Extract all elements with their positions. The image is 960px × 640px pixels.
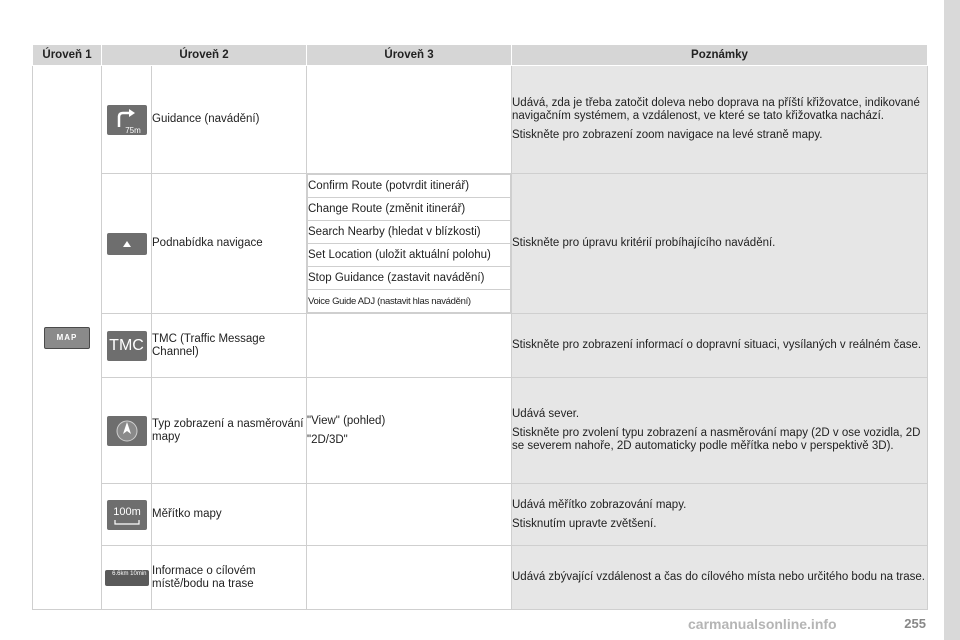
submenu-item-change-route[interactable]: Change Route (změnit itinerář): [308, 198, 511, 221]
level3-option-view[interactable]: "View" (pohled): [307, 414, 386, 427]
note-text: Stisknutím upravte zvětšení.: [512, 517, 657, 530]
note-text: Stiskněte pro zobrazení informací o dopravní situaci, vysílaných v reálném čase.: [512, 339, 922, 351]
note-text: Udává měřítko zobrazování mapy.: [512, 498, 687, 511]
level3-option-2d3d[interactable]: "2D/3D": [307, 433, 348, 446]
level2-label: Informace o cílovém místě/bodu na trase: [152, 546, 307, 610]
level2-label: Typ zobrazení a nasměrování mapy: [152, 378, 307, 484]
up-arrow-icon[interactable]: [107, 233, 147, 255]
level3-empty: [307, 66, 512, 174]
level3-empty: [307, 484, 512, 546]
table-row: [33, 378, 928, 484]
page-edge-strip: [944, 0, 960, 640]
level3-empty: [307, 314, 512, 378]
turn-arrow-icon[interactable]: [107, 105, 147, 135]
turn-distance-label: 75m: [124, 125, 141, 135]
notes-cell: [512, 546, 928, 610]
menu-table: [32, 44, 928, 610]
note-text: Stiskněte pro úpravu kritérií probíhajícího navádění.: [512, 237, 776, 249]
header-notes: Poznámky: [512, 45, 928, 66]
submenu-item-stop-guidance[interactable]: Stop Guidance (zastavit navádění): [308, 267, 511, 290]
level2-label: Podnabídka navigace: [152, 174, 307, 314]
tmc-icon[interactable]: [107, 331, 147, 361]
level2-label: TMC (Traffic Message Channel): [152, 314, 307, 378]
scale-icon[interactable]: [107, 500, 147, 530]
header-level3: Úroveň 3: [307, 45, 512, 66]
level3-submenu: [307, 174, 512, 314]
table-header-row: [33, 45, 928, 66]
note-text: Stiskněte pro zobrazení zoom navigace na levé straně mapy.: [512, 129, 823, 141]
note-text: Stiskněte pro zvolení typu zobrazení a nasměrování mapy (2D v ose vozidla, 2D se severem nahoře, 2D automaticky podle měřítka nebo v perspektivě 3D).: [512, 427, 921, 452]
destination-info-label: 6.6km 10min: [112, 570, 147, 577]
submenu-item-set-location[interactable]: Set Location (uložit aktuální polohu): [308, 244, 511, 267]
level2-label: Guidance (navádění): [152, 66, 307, 174]
submenu-item-voice-guide[interactable]: Voice Guide ADJ (nastavit hlas navádění): [308, 290, 511, 313]
page-number: 255: [904, 616, 926, 631]
table-row: [33, 314, 928, 378]
level3-empty: [307, 546, 512, 610]
note-text: Udává zbývající vzdálenost a čas do cílového místa nebo určitého bodu na trase.: [512, 571, 925, 583]
level2-label: Měřítko mapy: [152, 484, 307, 546]
compass-icon[interactable]: [107, 416, 147, 446]
submenu-item-search-nearby[interactable]: Search Nearby (hledat v blízkosti): [308, 221, 511, 244]
table-row: [33, 66, 928, 174]
table-row: [33, 174, 928, 314]
submenu-item-confirm-route[interactable]: Confirm Route (potvrdit itinerář): [308, 175, 511, 198]
note-text: Udává, zda je třeba zatočit doleva nebo doprava na příští křižovatce, indikované navigačním systémem, a vzdálenost, ve které se tato křižovatka nachází.: [512, 97, 920, 122]
table-row: [33, 484, 928, 546]
notes-cell: [512, 484, 928, 546]
notes-cell: [512, 66, 928, 174]
level3-options: [307, 378, 512, 484]
destination-info-icon[interactable]: [105, 570, 149, 586]
header-level2: Úroveň 2: [102, 45, 307, 66]
tmc-icon-label: TMC: [109, 336, 144, 354]
level1-cell: [33, 66, 102, 610]
map-icon[interactable]: MAP: [44, 327, 90, 349]
table-row: [33, 546, 928, 610]
watermark: carmanualsonline.info: [688, 616, 837, 632]
header-level1: Úroveň 1: [33, 45, 102, 66]
notes-cell: [512, 174, 928, 314]
notes-cell: [512, 378, 928, 484]
note-text: Udává sever.: [512, 408, 580, 420]
notes-cell: [512, 314, 928, 378]
scale-value-label: 100m: [112, 505, 141, 518]
